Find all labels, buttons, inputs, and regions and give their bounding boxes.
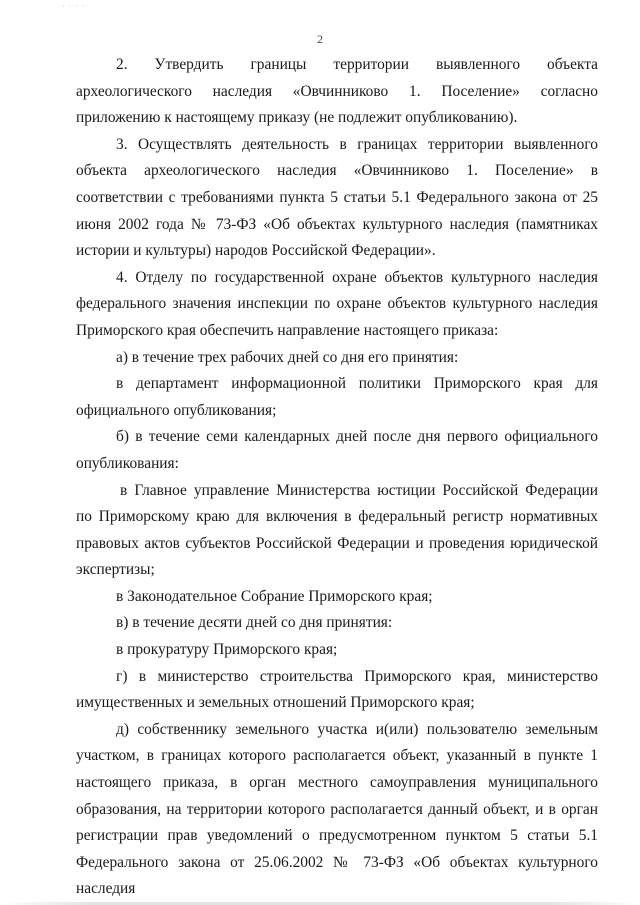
paragraph-subitem-b: б) в течение семи календарных дней после дня первого официального опубликования: bbox=[76, 428, 598, 472]
paragraph-recipient-legislative-assembly: в Законодательное Собрание Приморского края; bbox=[116, 587, 433, 605]
paragraph-item-4: 4. Отделу по государственной охране объектов культурного наследия федерального значения инспекции по охране объектов культурного наследия Приморского края обеспечить направление настоящего приказа: bbox=[76, 268, 598, 339]
scan-mark: · · · · bbox=[62, 2, 86, 11]
page-number: 2 bbox=[317, 32, 323, 46]
paragraph-recipient-dept-info-policy: в департамент информационной политики Приморского края для официального опубликования; bbox=[76, 375, 598, 419]
paragraph-subitem-d: д) собственнику земельного участка и(или) пользователю земельным участком, в границах которого располагается объект, указанный в пункте 1 настоящего приказа, в орган местного самоуправления муниципального образования, на территории которого располагается данный объект, и в орган регистрации прав уведомлений о предусмотренном пунктом 5 статьи 5.1 Федерального закона от 25.06.2002 № 73-ФЗ «Об объектах культурного наследия bbox=[76, 720, 598, 898]
paragraph-subitem-v: в) в течение десяти дней со дня принятия: bbox=[116, 614, 393, 632]
paragraph-recipient-ministry-justice: в Главное управление Министерства юстиции Российской Федерации по Приморскому краю для включения в федеральный регистр нормативных правовых актов субъектов Российской Федерации и проведения юридической экспертизы; bbox=[76, 481, 598, 579]
paragraph-subitem-a: а) в течение трех рабочих дней со дня его принятия: bbox=[116, 348, 459, 366]
document-body bbox=[76, 52, 598, 903]
paragraph-item-2: 2. Утвердить границы территории выявленного объекта археологического наследия «Овчинниково 1. Поселение» согласно приложению к настоящему приказу (не подлежит опубликованию). bbox=[76, 56, 598, 127]
paragraph-item-3: 3. Осуществлять деятельность в границах территории выявленного объекта археологического наследия «Овчинниково 1. Поселение» в соответствии с требованиями пункта 5 статьи 5.1 Федерального закона от 25 июня 2002 года № 73-ФЗ «Об объектах культурного наследия (памятниках истории и культуры) народов Российской Федерации». bbox=[76, 135, 598, 260]
paragraph-subitem-g: г) в министерство строительства Приморского края, министерство имущественных и земельных отношений Приморского края; bbox=[76, 667, 598, 712]
paragraph-recipient-prosecutor: в прокуратуру Приморского края; bbox=[116, 641, 338, 659]
